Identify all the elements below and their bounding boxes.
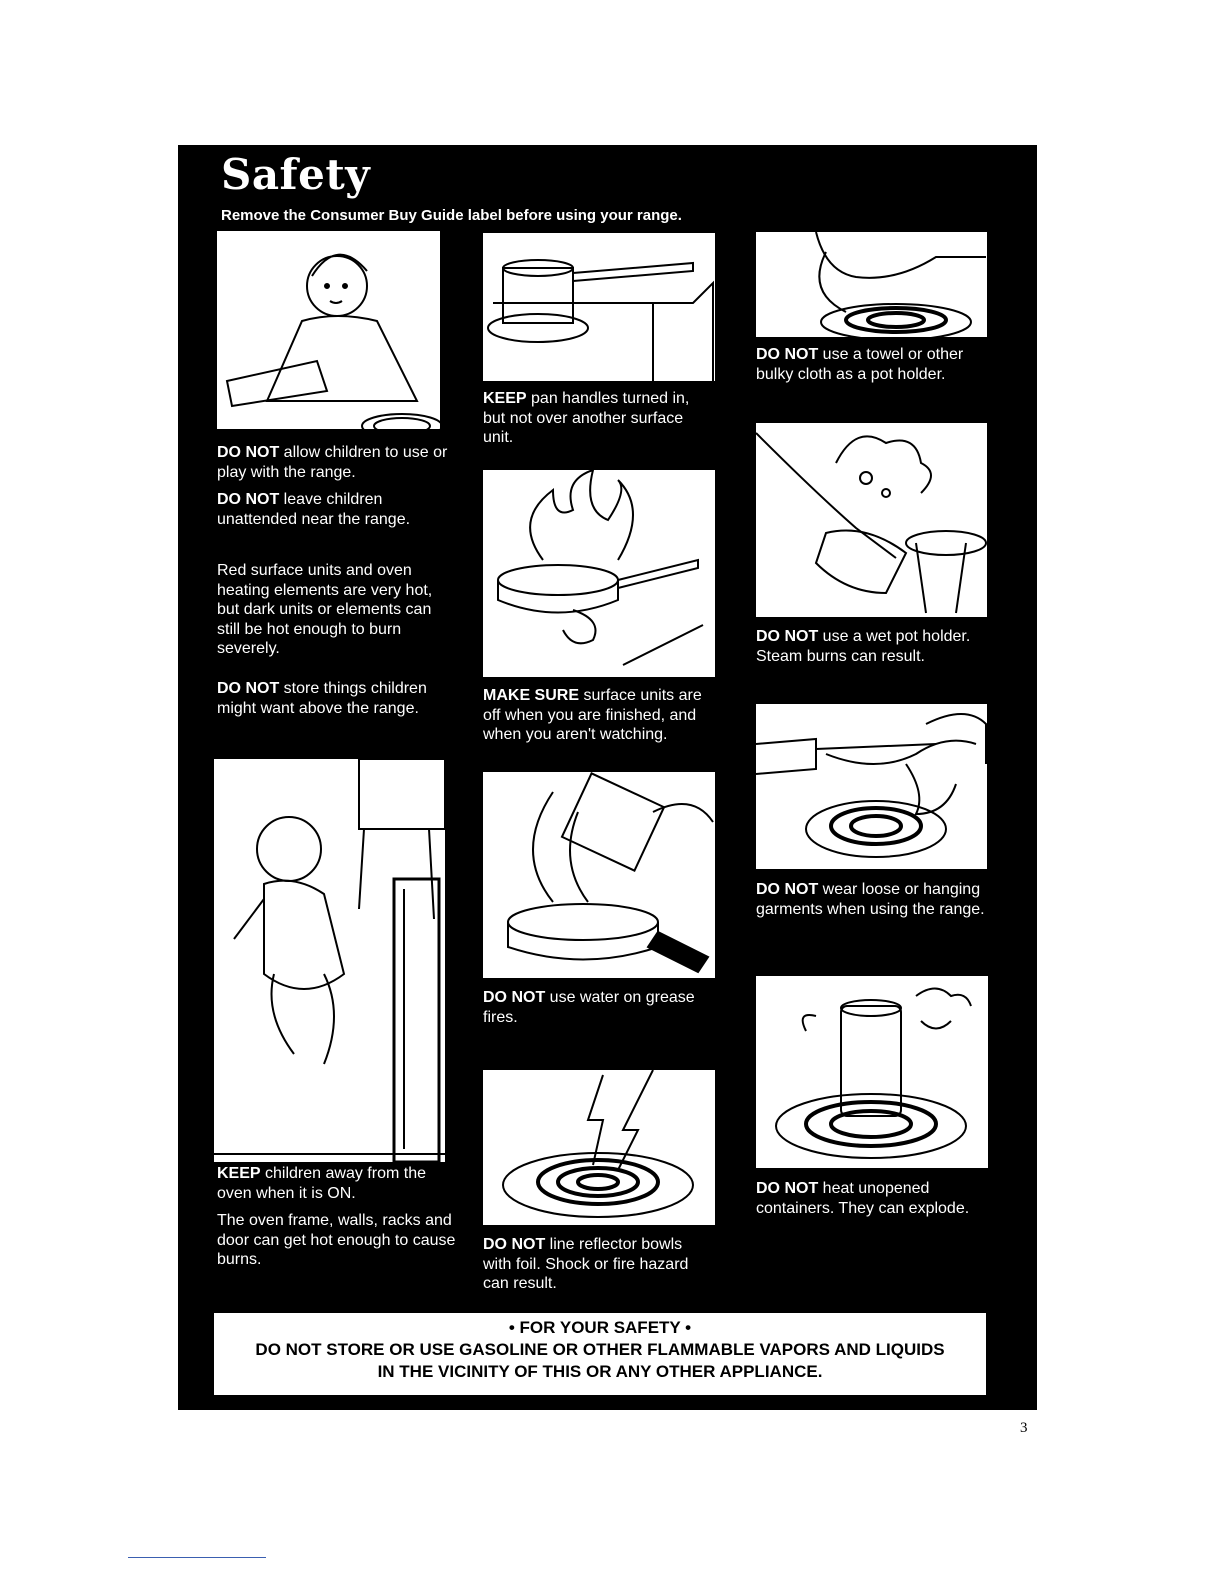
page-number: 3 <box>1020 1420 1028 1436</box>
children-range-caption <box>217 443 452 537</box>
do-not-label: DO NOT <box>756 1180 819 1197</box>
footer-divider <box>128 1557 266 1558</box>
make-sure-label: MAKE SURE <box>483 687 580 704</box>
make-sure-caption <box>483 686 713 753</box>
do-not-label: DO NOT <box>217 491 280 508</box>
wet-holder-caption <box>756 627 986 674</box>
caption-text: use water on grease fires. <box>483 989 695 1026</box>
towel-potholder-illustration <box>756 232 987 337</box>
notice-line-1: DO NOT STORE OR USE GASOLINE OR OTHER FLAMMABLE VAPORS AND LIQUIDS <box>255 1340 945 1359</box>
garments-caption <box>756 880 986 927</box>
do-not-label: DO NOT <box>756 628 819 645</box>
do-not-label: DO NOT <box>483 1236 546 1253</box>
caption-text: line reflector bowls with foil. Shock or fire hazard can result. <box>483 1236 689 1292</box>
wet-potholder-illustration <box>756 423 987 617</box>
caption-text: The oven frame, walls, racks and door can get hot enough to cause burns. <box>217 1212 456 1268</box>
caption-text: wear loose or hanging garments when using the range. <box>756 881 985 918</box>
caption-text: pan handles turned in, but not over another surface unit. <box>483 390 690 446</box>
do-not-label: DO NOT <box>756 346 819 363</box>
foil-caption <box>483 1235 713 1302</box>
do-not-label: DO NOT <box>756 881 819 898</box>
caption-text: Red surface units and oven heating elements are very hot, but dark units or elements can still be hot enough to burn severely. <box>217 562 433 657</box>
child-at-range-illustration <box>217 231 440 429</box>
caption-text: store things children might want above the range. <box>217 680 427 717</box>
safety-notice <box>214 1313 986 1395</box>
water-on-grease-illustration <box>483 772 715 978</box>
foil-shock-illustration <box>483 1070 715 1225</box>
pan-handle-illustration <box>483 233 715 381</box>
do-not-label: DO NOT <box>217 444 280 461</box>
caption-text: allow children to use or play with the range. <box>217 444 448 481</box>
store-things-caption <box>217 679 432 726</box>
pan-fire-illustration <box>483 470 715 677</box>
containers-caption <box>756 1179 986 1226</box>
oven-on-caption <box>217 1164 457 1278</box>
do-not-label: DO NOT <box>483 989 546 1006</box>
caption-text: use a wet pot holder. Steam burns can result. <box>756 628 971 665</box>
caption-text: use a towel or other bulky cloth as a pot holder. <box>756 346 964 383</box>
keep-label: KEEP <box>483 390 527 407</box>
notice-line-2: IN THE VICINITY OF THIS OR ANY OTHER APPLIANCE. <box>377 1362 823 1381</box>
page-title: Safety <box>221 150 371 199</box>
water-grease-caption <box>483 988 713 1035</box>
caption-text: children away from the oven when it is ON. <box>217 1165 426 1202</box>
container-explode-illustration <box>756 976 988 1168</box>
subtitle: Remove the Consumer Buy Guide label before using your range. <box>221 207 682 224</box>
do-not-label: DO NOT <box>217 680 280 697</box>
pan-handles-caption <box>483 389 713 456</box>
keep-label: KEEP <box>217 1165 261 1182</box>
caption-text: surface units are off when you are finished, and when you aren't watching. <box>483 687 702 743</box>
safety-panel <box>178 145 1037 1410</box>
towel-caption <box>756 345 986 392</box>
child-near-oven-illustration <box>214 759 445 1162</box>
loose-garment-illustration <box>756 704 987 869</box>
caption-text: leave children unattended near the range. <box>217 491 411 528</box>
caption-text: heat unopened containers. They can explode. <box>756 1180 970 1217</box>
notice-heading: • FOR YOUR SAFETY • <box>508 1318 692 1337</box>
red-units-caption <box>217 561 452 667</box>
